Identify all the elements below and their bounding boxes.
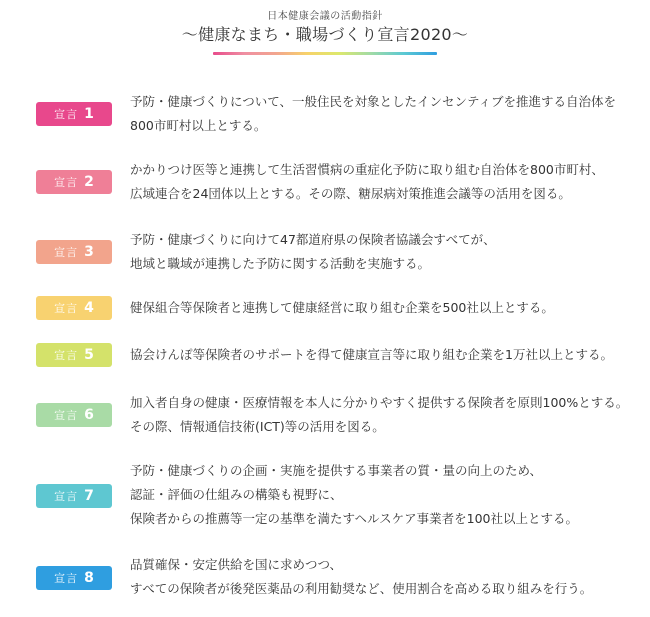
declaration-text: [130, 296, 636, 320]
badge-number: 7: [84, 488, 94, 504]
badge-label: 宣言: [54, 176, 79, 189]
rainbow-divider: [213, 52, 437, 55]
declaration-line: 協会けんぽ等保険者のサポートを得て健康宣言等に取り組む企業を1万社以上とする。: [130, 347, 613, 362]
badge-label: 宣言: [54, 246, 79, 259]
badge-label: 宣言: [54, 108, 79, 121]
badge-number: 3: [84, 244, 94, 260]
declaration-line: 加入者自身の健康・医療情報を本人に分かりやすく提供する保険者を原則100%とする。: [130, 395, 629, 410]
declaration-badge: [36, 102, 112, 126]
declaration-line: 予防・健康づくりについて、一般住民を対象としたインセンティブを推進する自治体を: [130, 94, 617, 109]
declaration-badge: [36, 566, 112, 590]
declaration-text: [130, 158, 636, 206]
page-header: [0, 10, 650, 55]
badge-label: 宣言: [54, 349, 79, 362]
declaration-text: [130, 391, 636, 439]
badge-label: 宣言: [54, 490, 79, 503]
badge-number: 1: [84, 106, 94, 122]
declaration-line: 健保組合等保険者と連携して健康経営に取り組む企業を500社以上とする。: [130, 300, 554, 315]
declaration-line: 広域連合を24団体以上とする。その際、糖尿病対策推進会議等の活用を図る。: [130, 186, 571, 201]
declaration-line: その際、情報通信技術(ICT)等の活用を図る。: [130, 419, 385, 434]
badge-number: 4: [84, 300, 94, 316]
declaration-line: 地域と職域が連携した予防に関する活動を実施する。: [130, 256, 431, 271]
declaration-line: かかりつけ医等と連携して生活習慣病の重症化予防に取り組む自治体を800市町村、: [130, 162, 604, 177]
page-subtitle: 日本健康会議の活動指針: [267, 11, 383, 22]
declaration-badge: [36, 296, 112, 320]
declaration-badge: [36, 240, 112, 264]
badge-number: 5: [84, 347, 94, 363]
declaration-text: [130, 343, 636, 367]
badge-label: 宣言: [54, 572, 79, 585]
declaration-line: 保険者からの推薦等一定の基準を満たすヘルスケア事業者を100社以上とする。: [130, 511, 578, 526]
declaration-line: 認証・評価の仕組みの構築も視野に、: [130, 487, 343, 502]
declaration-line: 品質確保・安定供給を国に求めつつ、: [130, 557, 343, 572]
declaration-line: 予防・健康づくりに向けて47都道府県の保険者協議会すべてが、: [130, 232, 496, 247]
declaration-badge: [36, 343, 112, 367]
declaration-line: すべての保険者が後発医薬品の利用勧奨など、使用割合を高める取り組みを行う。: [130, 581, 593, 596]
badge-label: 宣言: [54, 302, 79, 315]
declaration-badge: [36, 484, 112, 508]
declaration-badge: [36, 403, 112, 427]
declaration-text: [130, 459, 636, 531]
declaration-line: 800市町村以上とする。: [130, 118, 267, 133]
page-title: 〜健康なまち・職場づくり宣言2020〜: [181, 25, 469, 44]
badge-number: 8: [84, 570, 94, 586]
declaration-line: 予防・健康づくりの企画・実施を提供する事業者の質・量の向上のため、: [130, 463, 543, 478]
declaration-badge: [36, 170, 112, 194]
badge-label: 宣言: [54, 409, 79, 422]
declaration-text: [130, 228, 636, 276]
badge-number: 6: [84, 407, 94, 423]
declaration-text: [130, 553, 636, 601]
badge-number: 2: [84, 174, 94, 190]
declaration-text: [130, 90, 636, 138]
